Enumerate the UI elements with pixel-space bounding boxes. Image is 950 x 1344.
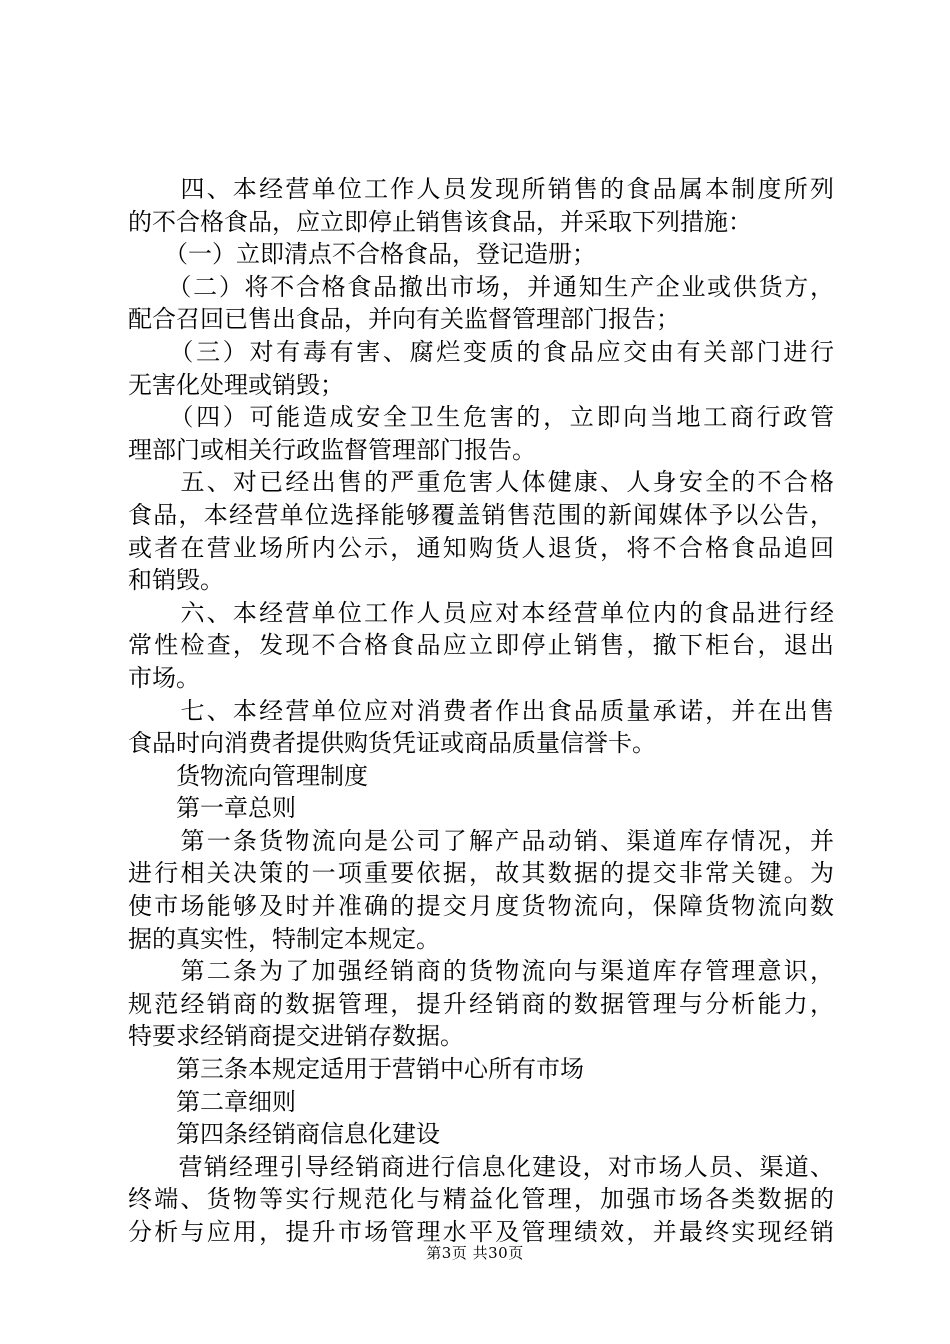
text-line: 第二章细则 xyxy=(128,1087,296,1116)
document-body xyxy=(128,173,834,1249)
text-line: 货物流向管理制度 xyxy=(128,761,368,790)
text-line: 七、本经营单位应对消费者作出食品质量承诺，并在出售 xyxy=(128,696,834,725)
text-line: 第一章总则 xyxy=(128,794,296,823)
text-line: 理部门或相关行政监督管理部门报告。 xyxy=(128,435,536,464)
text-line: 的不合格食品，应立即停止销售该食品，并采取下列措施： xyxy=(128,207,752,236)
text-line: 终端、货物等实行规范化与精益化管理，加强市场各类数据的 xyxy=(128,1185,834,1214)
text-line: （三）对有毒有害、腐烂变质的食品应交由有关部门进行 xyxy=(128,337,834,366)
text-line: 市场。 xyxy=(128,663,200,692)
text-line: 第三条本规定适用于营销中心所有市场 xyxy=(128,1055,584,1084)
text-line: 特要求经销商提交进销存数据。 xyxy=(128,1022,464,1051)
text-line: 第一条货物流向是公司了解产品动销、渠道库存情况，并 xyxy=(128,826,834,855)
text-line: （四）可能造成安全卫生危害的，立即向当地工商行政管 xyxy=(128,403,834,432)
text-line: 第四条经销商信息化建设 xyxy=(128,1120,440,1149)
text-line: 分析与应用，提升市场管理水平及管理绩效，并最终实现经销 xyxy=(128,1218,834,1246)
text-line: 食品，本经营单位选择能够覆盖销售范围的新闻媒体予以公告， xyxy=(128,500,834,529)
text-line: 六、本经营单位工作人员应对本经营单位内的食品进行经 xyxy=(128,598,834,627)
text-line: 第二条为了加强经销商的货物流向与渠道库存管理意识， xyxy=(128,957,834,986)
text-line: 配合召回已售出食品，并向有关监督管理部门报告； xyxy=(128,305,680,334)
text-line: 营销经理引导经销商进行信息化建设，对市场人员、渠道、 xyxy=(128,1152,834,1181)
text-line: 食品时向消费者提供购货凭证或商品质量信誉卡。 xyxy=(128,729,656,758)
text-line: 据的真实性，特制定本规定。 xyxy=(128,924,440,953)
text-line: 四、本经营单位工作人员发现所销售的食品属本制度所列 xyxy=(128,175,834,203)
page-footer: 第3页 共30页 xyxy=(426,1244,524,1262)
text-line: 无害化处理或销毁； xyxy=(128,370,344,399)
text-line: 规范经销商的数据管理，提升经销商的数据管理与分析能力， xyxy=(128,989,834,1018)
text-line: 常性检查，发现不合格食品应立即停止销售，撤下柜台，退出 xyxy=(128,631,834,660)
text-line: 和销毁。 xyxy=(128,566,224,595)
text-line: 使市场能够及时并准确的提交月度货物流向，保障货物流向数 xyxy=(128,892,834,921)
text-line: （二）将不合格食品撤出市场，并通知生产企业或供货方， xyxy=(128,272,834,301)
text-line: 五、对已经出售的严重危害人体健康、人身安全的不合格 xyxy=(128,468,834,497)
text-line: 或者在营业场所内公示，通知购货人退货，将不合格食品追回 xyxy=(128,533,834,562)
text-line: （一）立即清点不合格食品，登记造册； xyxy=(128,240,596,269)
text-line: 进行相关决策的一项重要依据，故其数据的提交非常关键。为 xyxy=(128,859,834,888)
